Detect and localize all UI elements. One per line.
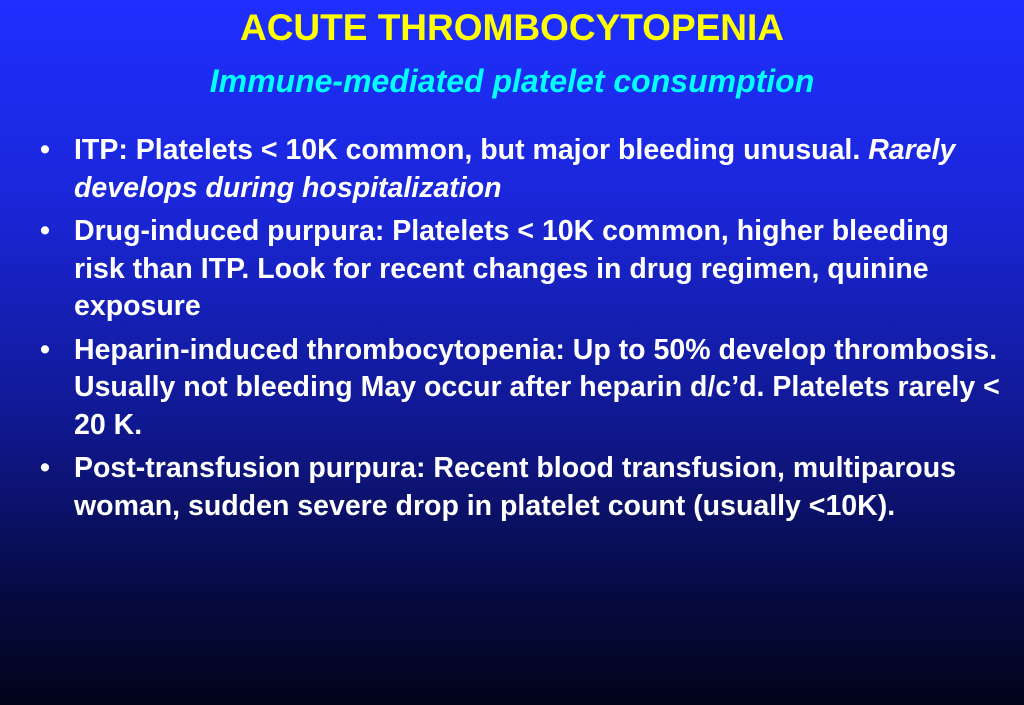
bullet-dot-icon: • — [40, 452, 50, 484]
bullet-dot-icon: • — [40, 215, 50, 247]
bullet-text: Post-transfusion purpura: Recent blood transfusion, multiparous woman, sudden severe drop in platelet count (usually <10K). — [74, 452, 956, 522]
slide-subtitle: Immune-mediated platelet consumption — [209, 63, 815, 99]
slide-title: ACUTE THROMBOCYTOPENIA — [239, 7, 785, 48]
bullet-text: Drug-induced purpura: Platelets < 10K common, higher bleeding risk than ITP. Look for recent changes in drug regimen, quinine exposure — [74, 215, 949, 322]
bullet-item-heparin-induced — [40, 332, 1000, 445]
bullet-text-italic: Rarely develops during hospitalization — [74, 134, 956, 204]
bullet-text: ITP: Platelets < 10K common, but major bleeding unusual. — [74, 134, 869, 166]
bullet-item-itp — [40, 132, 1000, 207]
bullet-text: Heparin-induced thrombocytopenia: Up to 50% develop thrombosis. Usually not bleeding May occur after heparin d/c’d. Platelets rarely < 20 K. — [74, 333, 1000, 441]
bullet-dot-icon: • — [40, 333, 50, 366]
bullet-item-drug-induced-purpura — [40, 213, 1000, 326]
bullet-item-post-transfusion-purpura — [40, 450, 1000, 525]
bullet-dot-icon: • — [40, 134, 50, 166]
bullet-list — [40, 132, 1000, 531]
